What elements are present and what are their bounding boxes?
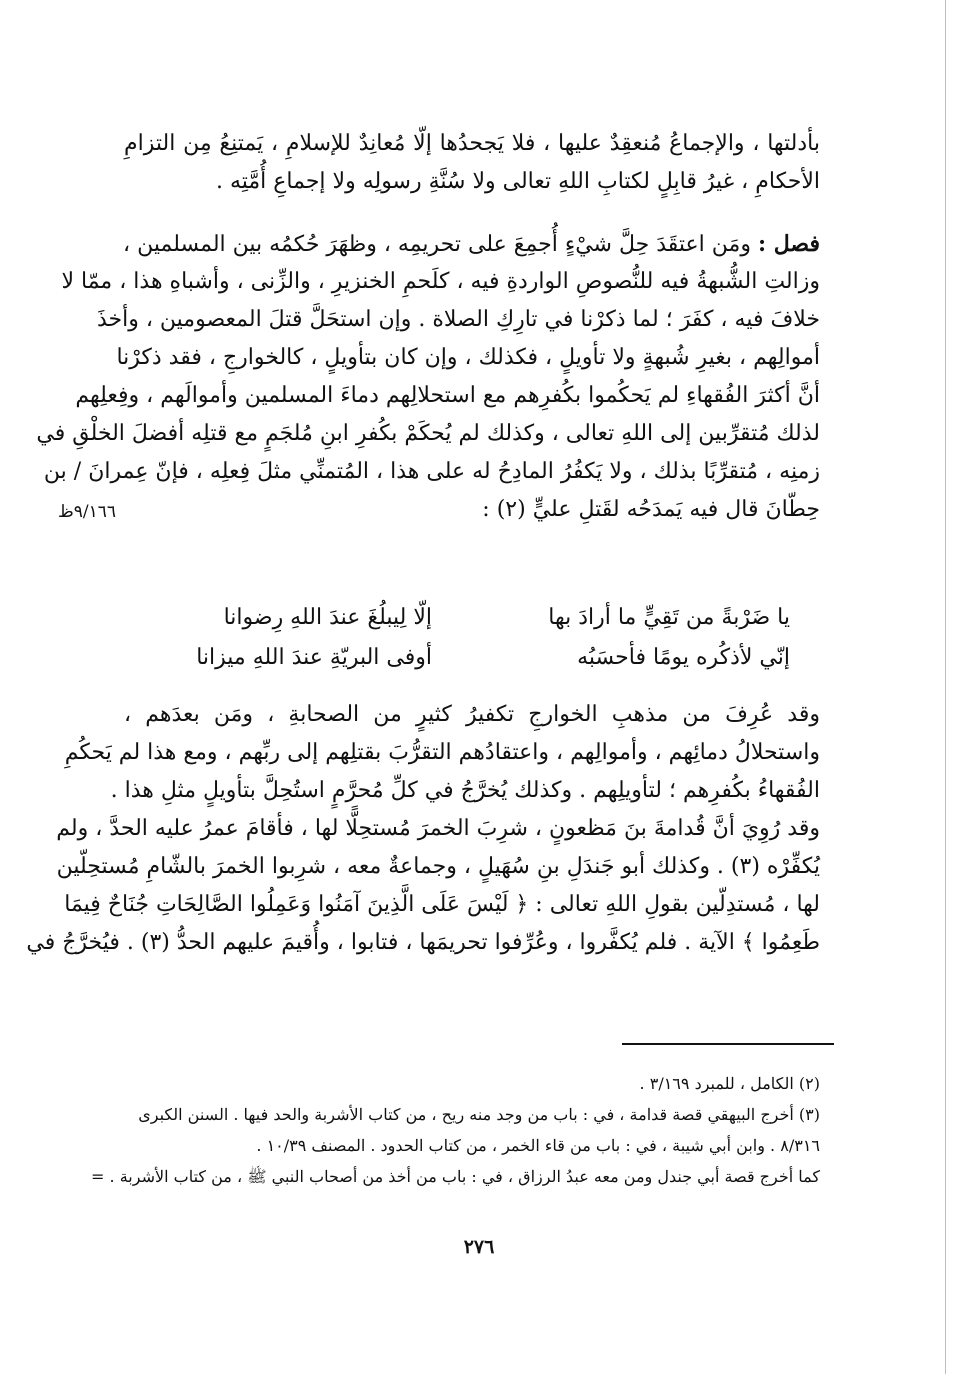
- text-line: أموالِهم ، بغيرِ شُبهةٍ ولا تأويلٍ ، فكذلك ، وإن كان بتأويلٍ ، كالخوارجِ ، فقد ذكرْنا: [116, 345, 820, 370]
- text-line: أنَّ أكثرَ الفُقهاءِ لم يَحكُموا بكُفرِهم مع استحلالِهم دماءَ المسلمين وأموالَهم ، وفِعلِهم: [75, 383, 820, 408]
- page-number: ٢٧٦: [463, 1236, 495, 1258]
- footnote-line: (٣) أخرج البيهقي قصة قدامة ، في : باب من وجد منه ريح ، من كتاب الأشربة والحد فيها . السنن الكبرى: [138, 1105, 820, 1124]
- text-line: طَعِمُوا ﴾ الآية . فلم يُكفَّروا ، وعُرِّفوا تحريمَها ، فتابوا ، وأُقيمَ عليهم الحدُّ (٣) . فيُخرَّجُ في: [26, 930, 820, 955]
- text-line: يُكفِّرْه (٣) . وكذلك أبو جَندَلِ بنِ سُهَيلٍ ، وجماعةٌ معه ، شرِبوا الخمرَ بالشّامِ مُستحِلّين: [56, 854, 820, 879]
- text-line-first: [124, 225, 820, 263]
- footnotes: [91, 1068, 820, 1192]
- text-line: لذلك مُتقرِّبين إلى اللهِ تعالى ، وكذلك لم يُحكَمْ بكُفرِ ابنِ مُلجَمٍ مع قتلِه أفضلَ الخلْقِ في: [36, 421, 820, 446]
- text-line: لها ، مُستدِلّين بقولِ اللهِ تعالى : ﴿ لَيْسَ عَلَى الَّذِينَ آمَنُوا وَعَمِلُوا الصَّالِحَاتِ جُنَاحٌ فِيمَا: [64, 892, 820, 917]
- poem-verse: [124, 598, 820, 638]
- paragraph-1: [124, 125, 820, 201]
- poem-first-hemistich: إنّي لأذكُره يومًا فأحسَبُه: [577, 645, 790, 670]
- text-line-rest: ومَن اعتقَدَ حِلَّ شيْءٍ أُجمِعَ على تحريمِه ، وظهَرَ حُكمُه بين المسلمين ،: [123, 232, 751, 257]
- page-edge-line: [945, 0, 946, 1374]
- poem-second-hemistich: إلّا لِيبلُغَ عندَ اللهِ رِضوانا: [223, 605, 432, 630]
- text-line: زمنِه ، مُتقرِّبًا بذلك ، ولا يَكفُرُ المادِحُ له على هذا ، المُتمنِّي مثلَ فِعلِه ، فإنّ عِمرانَ / بن: [43, 459, 820, 484]
- poem: [124, 598, 820, 678]
- text-line: الفُقهاءُ بكُفرِهم ؛ لتأويلِهم . وكذلك يُخرَّجُ في كلِّ مُحرَّمٍ استُحِلَّ بتأويلٍ مثلِ هذا .: [110, 778, 820, 803]
- footnote-line: (٢) الكامل ، للمبرد ٣/١٦٩ .: [639, 1074, 820, 1093]
- poem-first-hemistich: يا ضَرْبةً من تَقِيٍّ ما أرادَ بها: [548, 605, 790, 630]
- poem-second-hemistich: أوفى البريّةِ عندَ اللهِ ميزانا: [196, 645, 432, 670]
- text-line: خلافَ فيه ، كفَرَ ؛ لما ذكرْنا في تارِكِ الصلاة . وإن استحَلَّ قتلَ المعصومين ، وأخذَ: [96, 307, 820, 332]
- section-label: فصل :: [757, 231, 820, 257]
- text-line: واستحلالُ دمائِهم ، وأموالِهم ، واعتقادُهم التقرُّبَ بقتلِهم إلى ربِّهم ، ومع هذا لم يَحكُمِ: [64, 740, 820, 765]
- text-line: الأحكامِ ، غيرُ قابِلٍ لكتابِ اللهِ تعالى ولا سُنَّةِ رسولِه ولا إجماعِ أُمَّتِه .: [215, 169, 820, 194]
- poem-verse: [124, 638, 820, 678]
- text-line: بأدلتها ، والإجماعُ مُنعقِدٌ عليها ، فلا يَجحدُها إلّا مُعانِدٌ للإسلامِ ، يَمتنِعُ مِن التزامِ: [124, 131, 820, 156]
- text-line: وقد عُرِفَ من مذهبِ الخوارجِ تكفيرُ كثيرٍ من الصحابةِ ، ومَن بعدَهم ،: [124, 702, 820, 727]
- manuscript-folio-note: ٩/١٦٦ظ: [58, 502, 116, 522]
- text-line: وزالتِ الشُّبهةُ فيه للنُّصوصِ الواردةِ فيه ، كلَحمِ الخنزيرِ ، والزِّنى ، وأشباهِ هذا ، ممّا لا: [61, 269, 820, 294]
- footnote-line: كما أخرج قصة أبي جندل ومن معه عبدُ الرزاق ، في : باب من أخذ من أصحاب النبي ﷺ ، من كتاب الأشربة . =: [91, 1167, 820, 1186]
- text-line: حِطّانَ قال فيه يَمدَحُه لقَتلِ عليٍّ (٢) :: [482, 497, 820, 522]
- footnote-separator: [622, 1043, 834, 1045]
- text-line: وقد رُوِيَ أنَّ قُدامةَ بنَ مَظعونٍ ، شرِبَ الخمرَ مُستحِلًّا لها ، فأقامَ عمرُ عليه الحدَّ ، ولم: [56, 816, 820, 841]
- footnote-line: ٨/٣١٦ . وابن أبي شيبة ، في : باب من قاء الخمر ، من كتاب الحدود . المصنف ١٠/٣٩ .: [256, 1136, 820, 1155]
- paragraph-3: [26, 696, 820, 962]
